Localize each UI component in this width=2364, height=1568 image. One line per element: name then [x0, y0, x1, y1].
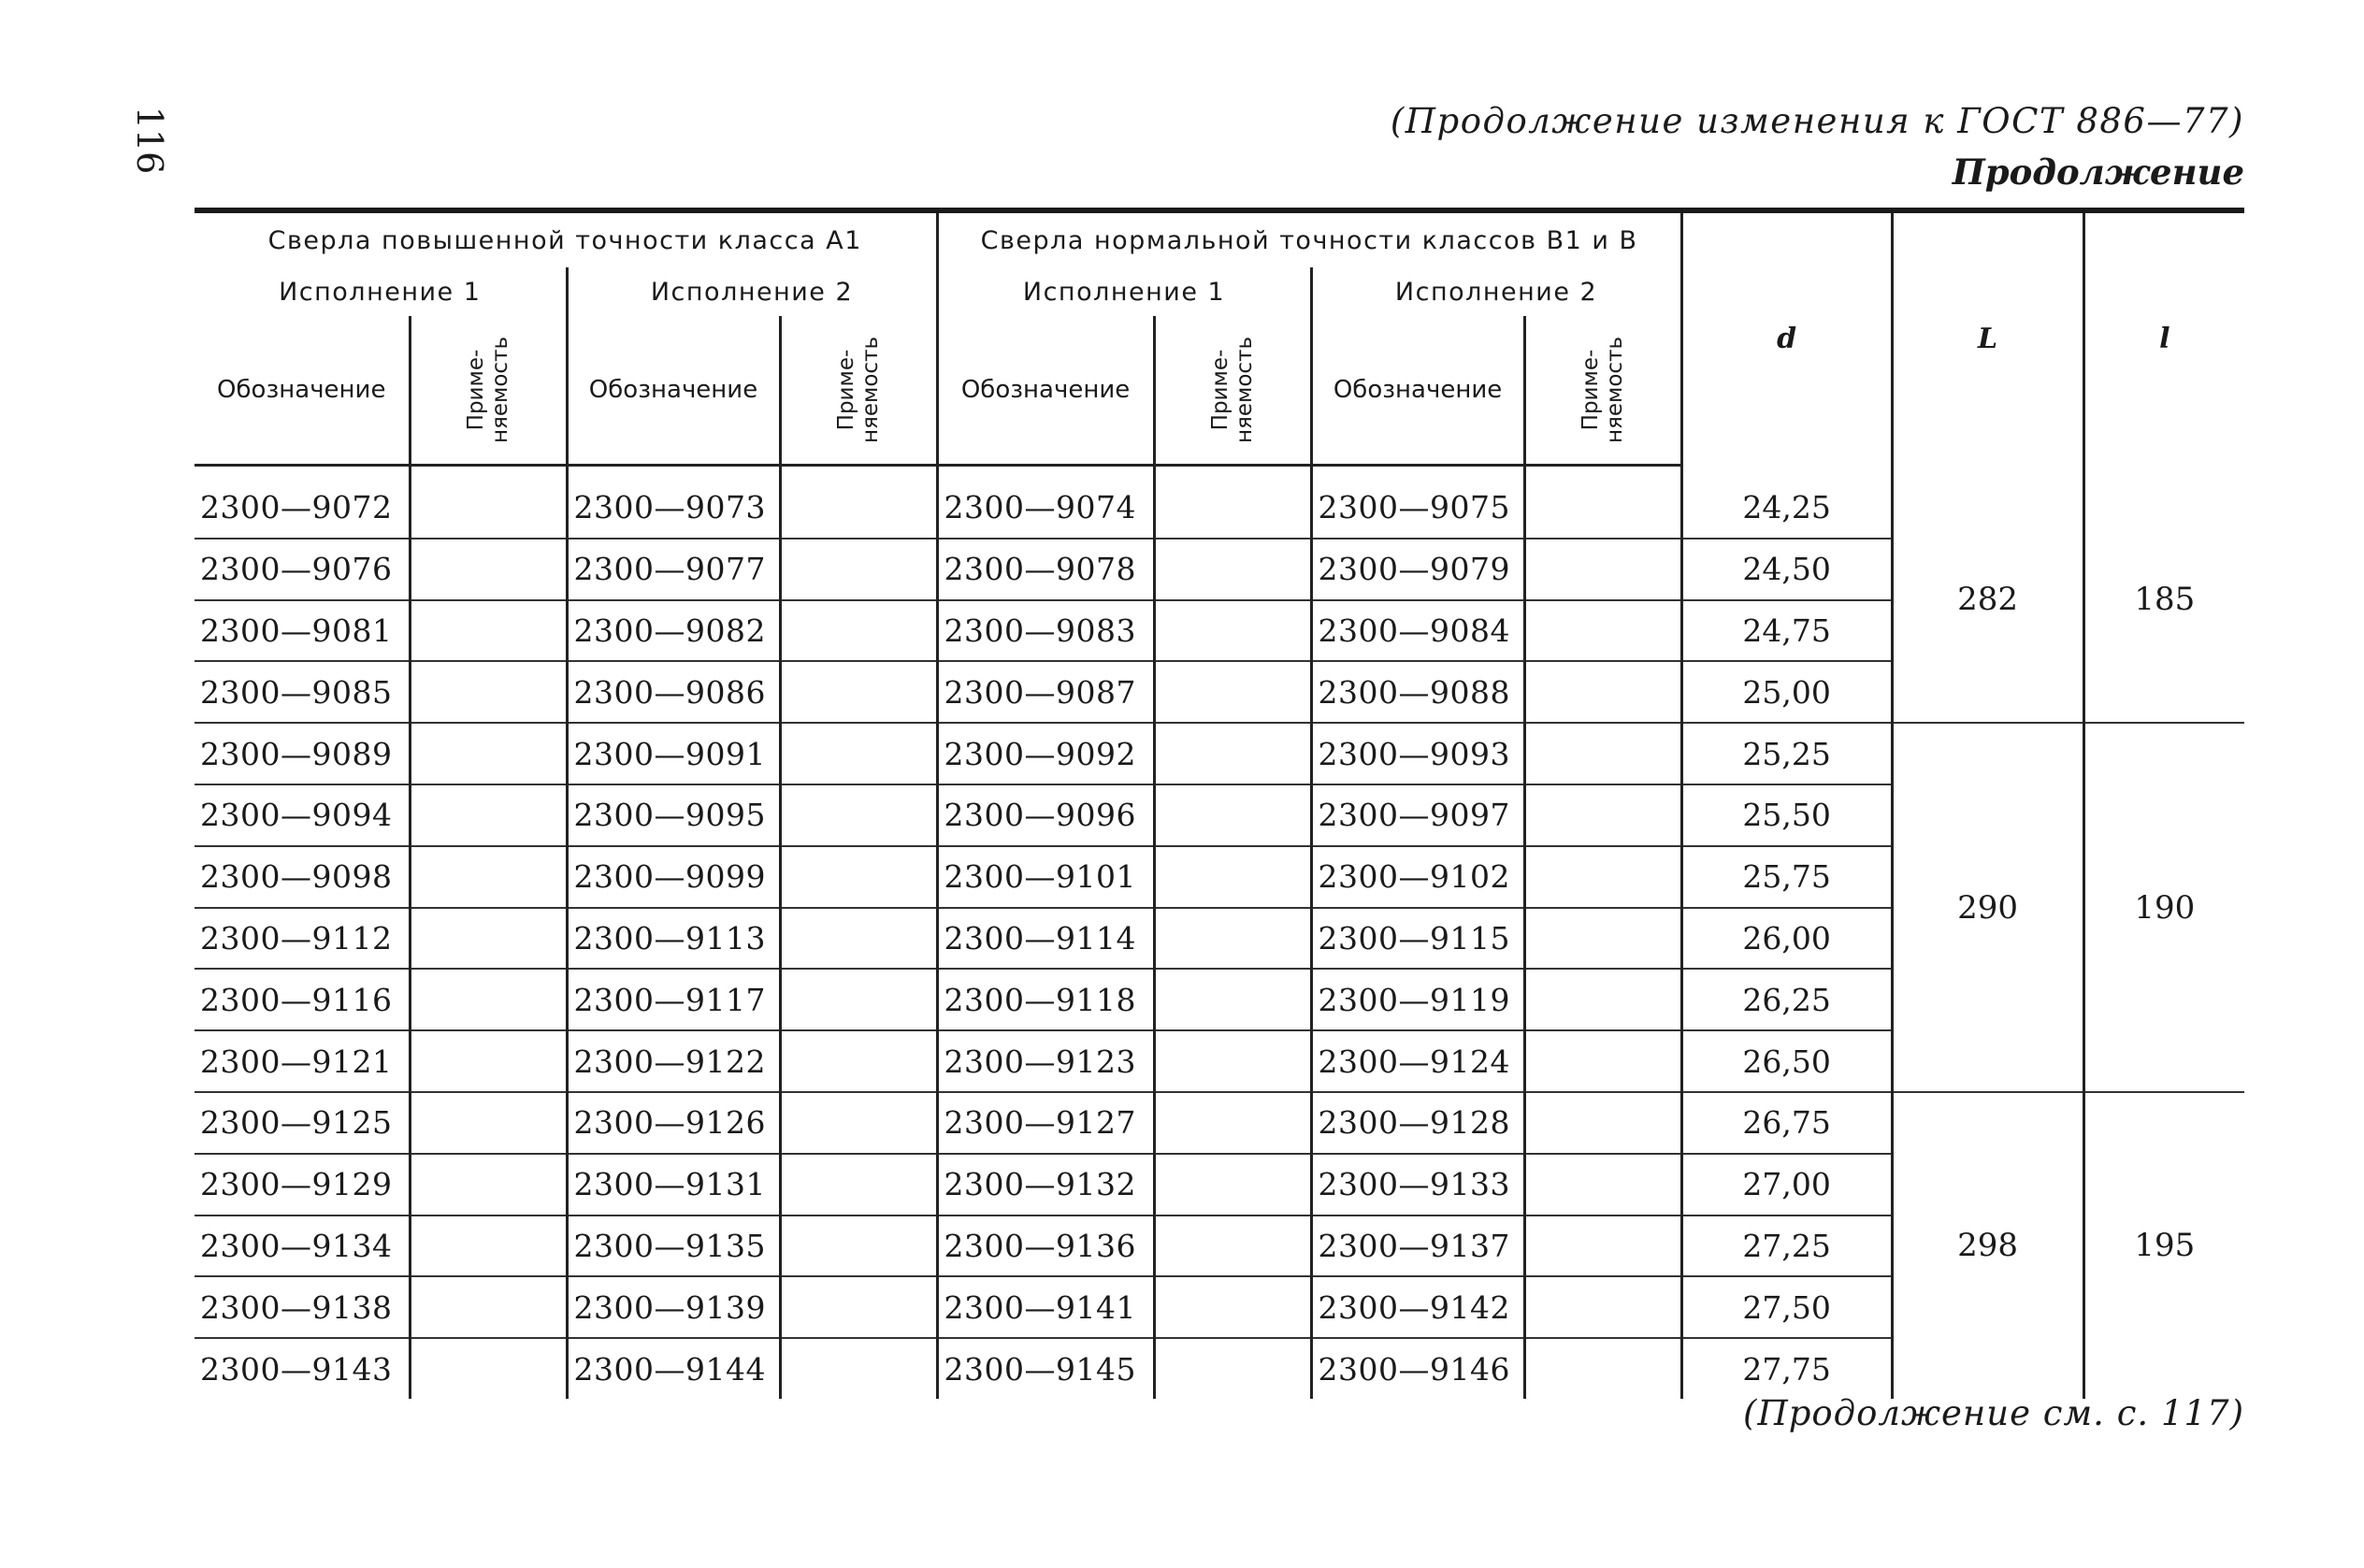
designation-a1-isp2: 2300—9131: [567, 1154, 780, 1216]
col-header-L: L: [1892, 210, 2083, 466]
applicability-cell: [410, 1276, 567, 1338]
applicability-cell: [1154, 466, 1311, 539]
col-header-l: l: [2083, 210, 2244, 466]
designation-b-isp2: 2300—9119: [1311, 969, 1524, 1030]
subheader-b-isp1: Исполнение 1: [937, 267, 1311, 316]
diameter-value: 27,50: [1681, 1276, 1892, 1338]
applicability-cell: [1154, 600, 1311, 662]
designation-a1-isp1: 2300—9138: [195, 1276, 410, 1338]
diameter-value: 26,00: [1681, 908, 1892, 970]
applicability-cell: [1524, 539, 1681, 600]
designation-a1-isp1: 2300—9076: [195, 539, 410, 600]
applicability-cell: [410, 969, 567, 1030]
col-header-applicability: Приме- няемость: [780, 316, 937, 466]
working-length-value: 190: [2083, 723, 2244, 1092]
applicability-cell: [1524, 784, 1681, 846]
designation-b-isp1: 2300—9096: [937, 784, 1154, 846]
diameter-value: 24,75: [1681, 600, 1892, 662]
applicability-cell: [1154, 661, 1311, 723]
diameter-value: 26,50: [1681, 1030, 1892, 1092]
designation-b-isp2: 2300—9075: [1311, 466, 1524, 539]
applicability-cell: [410, 1338, 567, 1399]
designation-b-isp2: 2300—9137: [1311, 1216, 1524, 1277]
designation-b-isp2: 2300—9142: [1311, 1276, 1524, 1338]
applicability-cell: [1154, 1154, 1311, 1216]
applicability-cell: [1524, 600, 1681, 662]
table-row: [195, 1092, 2244, 1154]
col-header-designation: Обозначение: [567, 316, 780, 466]
designation-b-isp1: 2300—9074: [937, 466, 1154, 539]
designation-b-isp2: 2300—9093: [1311, 723, 1524, 784]
col-header-applicability: Приме- няемость: [1154, 316, 1311, 466]
subheader-b-isp2: Исполнение 2: [1311, 267, 1681, 316]
designation-a1-isp1: 2300—9089: [195, 723, 410, 784]
applicability-cell: [410, 466, 567, 539]
designation-a1-isp1: 2300—9112: [195, 908, 410, 970]
diameter-value: 25,75: [1681, 846, 1892, 908]
applicability-cell: [780, 1276, 937, 1338]
designation-b-isp2: 2300—9133: [1311, 1154, 1524, 1216]
working-length-value: 185: [2083, 466, 2244, 724]
designation-a1-isp2: 2300—9086: [567, 661, 780, 723]
col-header-applicability: Приме- няемость: [410, 316, 567, 466]
col-header-designation: Обозначение: [1311, 316, 1524, 466]
designation-b-isp1: 2300—9118: [937, 969, 1154, 1030]
group-header-a1: Сверла повышенной точности класса А1: [195, 210, 937, 267]
table-row: [195, 466, 2244, 539]
designation-a1-isp2: 2300—9082: [567, 600, 780, 662]
designation-a1-isp2: 2300—9113: [567, 908, 780, 970]
applicability-cell: [1154, 784, 1311, 846]
applicability-cell: [780, 600, 937, 662]
applicability-cell: [410, 723, 567, 784]
designation-b-isp1: 2300—9127: [937, 1092, 1154, 1154]
col-header-d: d: [1681, 210, 1892, 466]
applicability-cell: [1524, 846, 1681, 908]
applicability-cell: [410, 908, 567, 970]
designation-a1-isp1: 2300—9116: [195, 969, 410, 1030]
applicability-cell: [780, 1030, 937, 1092]
diameter-value: 26,75: [1681, 1092, 1892, 1154]
applicability-cell: [780, 969, 937, 1030]
designation-a1-isp2: 2300—9095: [567, 784, 780, 846]
diameter-value: 25,50: [1681, 784, 1892, 846]
applicability-cell: [410, 1030, 567, 1092]
applicability-cell: [1524, 466, 1681, 539]
designation-a1-isp2: 2300—9144: [567, 1338, 780, 1399]
designation-a1-isp2: 2300—9117: [567, 969, 780, 1030]
continuation-subheader: Продолжение: [1952, 151, 2244, 193]
group-header-b: Сверла нормальной точности классов В1 и В: [937, 210, 1681, 267]
continuation-header: (Продолжение изменения к ГОСТ 886—77): [1390, 101, 2244, 141]
designation-a1-isp2: 2300—9122: [567, 1030, 780, 1092]
applicability-cell: [410, 539, 567, 600]
applicability-cell: [780, 661, 937, 723]
designation-b-isp2: 2300—9146: [1311, 1338, 1524, 1399]
applicability-cell: [410, 784, 567, 846]
applicability-cell: [780, 466, 937, 539]
designation-b-isp1: 2300—9083: [937, 600, 1154, 662]
designation-a1-isp1: 2300—9072: [195, 466, 410, 539]
applicability-cell: [780, 1154, 937, 1216]
designation-a1-isp1: 2300—9081: [195, 600, 410, 662]
total-length-value: 298: [1892, 1092, 2083, 1399]
page-number: 116: [129, 106, 170, 175]
applicability-cell: [410, 1092, 567, 1154]
applicability-cell: [780, 1338, 937, 1399]
applicability-cell: [1154, 846, 1311, 908]
table-row: [195, 723, 2244, 784]
applicability-cell: [1524, 1030, 1681, 1092]
diameter-value: 27,00: [1681, 1154, 1892, 1216]
continuation-footer: (Продолжение см. с. 117): [1743, 1393, 2244, 1433]
designation-b-isp2: 2300—9128: [1311, 1092, 1524, 1154]
applicability-cell: [1524, 1216, 1681, 1277]
designation-b-isp1: 2300—9101: [937, 846, 1154, 908]
designation-a1-isp1: 2300—9085: [195, 661, 410, 723]
designation-a1-isp1: 2300—9098: [195, 846, 410, 908]
applicability-cell: [1524, 969, 1681, 1030]
applicability-cell: [780, 723, 937, 784]
applicability-cell: [1154, 723, 1311, 784]
designation-b-isp1: 2300—9087: [937, 661, 1154, 723]
designation-b-isp2: 2300—9124: [1311, 1030, 1524, 1092]
applicability-cell: [1524, 661, 1681, 723]
applicability-cell: [410, 1154, 567, 1216]
designation-b-isp2: 2300—9102: [1311, 846, 1524, 908]
applicability-cell: [1154, 1092, 1311, 1154]
drill-designation-table: [195, 208, 2244, 1399]
applicability-cell: [410, 846, 567, 908]
applicability-cell: [1154, 1216, 1311, 1277]
subheader-a1-isp1: Исполнение 1: [279, 277, 482, 307]
applicability-cell: [410, 1216, 567, 1277]
applicability-cell: [780, 539, 937, 600]
designation-a1-isp1: 2300—9143: [200, 1350, 393, 1388]
applicability-cell: [410, 600, 567, 662]
diameter-value: 25,25: [1681, 723, 1892, 784]
designation-b-isp1: 2300—9078: [937, 539, 1154, 600]
designation-a1-isp2: 2300—9139: [567, 1276, 780, 1338]
designation-b-isp1: 2300—9092: [937, 723, 1154, 784]
diameter-value: 26,25: [1681, 969, 1892, 1030]
designation-b-isp1: 2300—9132: [937, 1154, 1154, 1216]
designation-a1-isp2: 2300—9073: [567, 466, 780, 539]
applicability-cell: [410, 661, 567, 723]
designation-b-isp2: 2300—9088: [1311, 661, 1524, 723]
designation-b-isp2: 2300—9115: [1311, 908, 1524, 970]
subheader-a1-isp2: Исполнение 2: [567, 267, 937, 316]
applicability-cell: [780, 1216, 937, 1277]
diameter-value: 24,25: [1681, 466, 1892, 539]
designation-b-isp1: 2300—9114: [937, 908, 1154, 970]
total-length-value: 290: [1892, 723, 2083, 1092]
applicability-cell: [1524, 1092, 1681, 1154]
applicability-cell: [780, 1092, 937, 1154]
col-header-designation: Обозначение: [195, 316, 410, 466]
designation-a1-isp2: 2300—9135: [567, 1216, 780, 1277]
working-length-value: 195: [2083, 1092, 2244, 1399]
designation-a1-isp1: 2300—9134: [195, 1216, 410, 1277]
designation-a1-isp2: 2300—9077: [567, 539, 780, 600]
designation-b-isp1: 2300—9136: [937, 1216, 1154, 1277]
applicability-cell: [780, 846, 937, 908]
col-header-applicability: Приме- няемость: [1524, 316, 1681, 466]
applicability-cell: [780, 784, 937, 846]
designation-a1-isp1: 2300—9094: [195, 784, 410, 846]
applicability-cell: [1524, 1154, 1681, 1216]
designation-b-isp1: 2300—9145: [937, 1338, 1154, 1399]
diameter-value: 24,50: [1681, 539, 1892, 600]
designation-b-isp2: 2300—9084: [1311, 600, 1524, 662]
applicability-cell: [1154, 1276, 1311, 1338]
designation-a1-isp1: 2300—9129: [195, 1154, 410, 1216]
applicability-cell: [1154, 908, 1311, 970]
designation-a1-isp1: 2300—9125: [195, 1092, 410, 1154]
applicability-cell: [1154, 1338, 1311, 1399]
designation-b-isp1: 2300—9123: [937, 1030, 1154, 1092]
applicability-cell: [780, 908, 937, 970]
diameter-value: 27,75: [1681, 1338, 1892, 1399]
applicability-cell: [1154, 969, 1311, 1030]
designation-b-isp2: 2300—9097: [1311, 784, 1524, 846]
designation-a1-isp2: 2300—9126: [567, 1092, 780, 1154]
applicability-cell: [1524, 908, 1681, 970]
designation-b-isp2: 2300—9079: [1311, 539, 1524, 600]
total-length-value: 282: [1892, 466, 2083, 724]
col-header-designation: Обозначение: [937, 316, 1154, 466]
designation-a1-isp1: 2300—9121: [195, 1030, 410, 1092]
applicability-cell: [1524, 723, 1681, 784]
applicability-cell: [1524, 1338, 1681, 1399]
diameter-value: 25,00: [1681, 661, 1892, 723]
designation-a1-isp2: 2300—9099: [567, 846, 780, 908]
designation-a1-isp2: 2300—9091: [567, 723, 780, 784]
applicability-cell: [1154, 539, 1311, 600]
diameter-value: 27,25: [1681, 1216, 1892, 1277]
designation-b-isp1: 2300—9141: [937, 1276, 1154, 1338]
applicability-cell: [1154, 1030, 1311, 1092]
table-body: [195, 466, 2244, 1399]
applicability-cell: [1524, 1276, 1681, 1338]
